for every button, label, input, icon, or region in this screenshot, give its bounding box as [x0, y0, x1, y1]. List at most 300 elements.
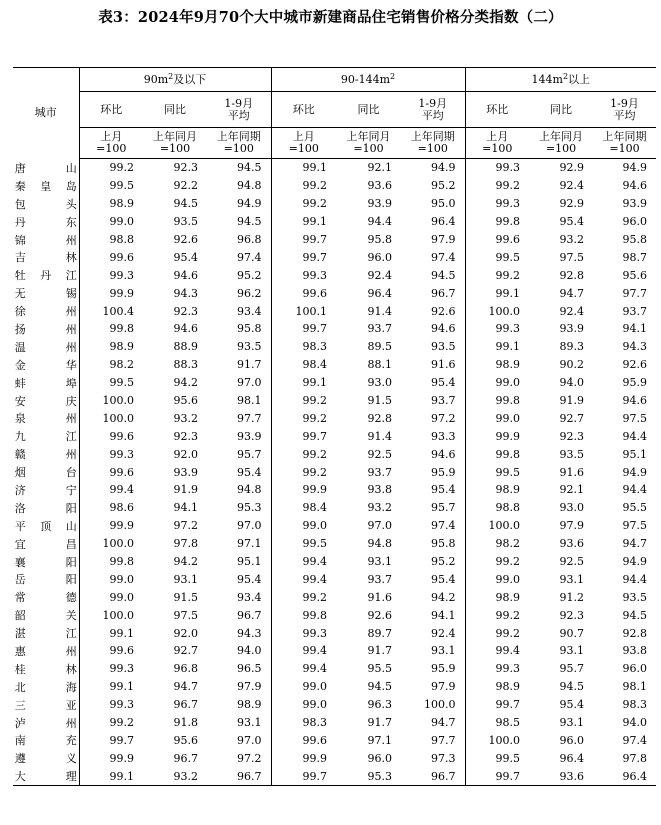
value-cell: 99.3 — [109, 662, 134, 676]
city-name: 无锡 — [14, 287, 77, 301]
value-cell: 99.7 — [495, 698, 521, 712]
value-cell: 99.2 — [302, 197, 328, 211]
value-cell: 95.4 — [401, 374, 465, 392]
city-cell — [13, 696, 79, 714]
value-cell: 95.8 — [367, 233, 393, 246]
value-cell: 93.1 — [559, 716, 585, 730]
table-row — [13, 338, 656, 356]
value-cell: 94.6 — [401, 445, 465, 463]
value-cell: 99.1 — [109, 626, 134, 640]
value-cell: 93.4 — [207, 302, 271, 320]
value-cell: 99.0 — [495, 411, 521, 425]
table-row — [13, 499, 656, 517]
value-cell: 91.7 — [367, 716, 393, 730]
base-line1: 上年同月 — [346, 130, 391, 143]
table-row — [13, 624, 656, 642]
value-cell: 94.2 — [401, 588, 465, 606]
value-cell: 94.9 — [401, 159, 465, 177]
value-cell: 99.8 — [109, 322, 134, 336]
value-cell: 98.5 — [495, 716, 521, 730]
city-cell — [13, 338, 79, 356]
value-cell: 93.1 — [173, 572, 198, 586]
value-cell: 97.4 — [401, 517, 465, 535]
city-name: 丹东 — [14, 215, 77, 229]
table-row — [13, 195, 656, 213]
value-cell: 97.9 — [401, 231, 465, 249]
base-header-mom — [465, 128, 529, 159]
sub-header-ytd-avg — [593, 92, 656, 128]
base-line1: 上月 — [292, 130, 315, 143]
value-cell: 100.0 — [102, 608, 134, 622]
value-cell: 99.6 — [302, 733, 328, 747]
value-cell: 94.6 — [622, 394, 648, 408]
value-cell: 91.2 — [559, 590, 585, 604]
city-name: 扬州 — [14, 322, 77, 336]
value-cell: 97.9 — [207, 678, 271, 696]
value-cell: 96.8 — [207, 231, 271, 249]
value-cell: 96.7 — [173, 698, 198, 712]
value-cell: 92.4 — [367, 268, 393, 282]
value-cell: 92.5 — [367, 447, 393, 461]
value-cell: 94.7 — [622, 537, 648, 551]
value-cell: 100.0 — [102, 411, 134, 425]
value-cell: 95.4 — [401, 481, 465, 499]
value-cell: 93.8 — [622, 644, 648, 658]
value-cell: 98.9 — [495, 358, 521, 372]
value-cell: 99.3 — [109, 268, 134, 282]
city-name: 烟台 — [14, 466, 77, 480]
value-cell: 92.1 — [559, 483, 585, 497]
base-line2: =100 — [96, 142, 127, 155]
value-cell: 99.4 — [109, 483, 134, 497]
city-name: 桂林 — [14, 662, 77, 676]
table-row — [13, 749, 656, 767]
base-line2: =100 — [545, 142, 577, 155]
value-cell: 93.7 — [367, 572, 393, 586]
base-header-row — [13, 128, 656, 159]
value-cell: 91.7 — [367, 644, 393, 658]
value-cell: 97.9 — [559, 519, 585, 533]
value-cell: 92.3 — [173, 304, 198, 318]
value-cell: 93.3 — [401, 427, 465, 445]
value-cell: 99.7 — [302, 233, 328, 246]
value-cell: 99.3 — [495, 662, 521, 676]
table-row — [13, 266, 656, 284]
value-cell: 92.9 — [559, 161, 585, 175]
value-cell: 99.0 — [109, 572, 134, 586]
price-index-table — [13, 67, 656, 786]
sub-header-line2: 平均 — [613, 108, 636, 122]
value-cell: 95.2 — [401, 177, 465, 195]
value-cell: 97.7 — [401, 732, 465, 750]
value-cell: 93.1 — [367, 555, 393, 569]
city-cell — [13, 445, 79, 463]
value-cell: 97.5 — [622, 411, 648, 425]
value-cell: 99.1 — [302, 161, 328, 175]
sub-header-line1: 1-9月 — [610, 96, 639, 110]
value-cell: 91.9 — [173, 483, 198, 497]
value-cell: 96.4 — [593, 767, 656, 785]
value-cell: 92.3 — [559, 608, 585, 622]
city-cell — [13, 392, 79, 410]
city-cell — [13, 588, 79, 606]
value-cell: 98.7 — [622, 250, 648, 264]
city-cell — [13, 606, 79, 624]
table-row — [13, 678, 656, 696]
city-name: 包头 — [14, 197, 77, 211]
sub-header-line1: 同比 — [164, 102, 186, 116]
table-row — [13, 463, 656, 481]
value-cell: 99.2 — [302, 590, 328, 604]
value-cell: 99.0 — [495, 376, 521, 390]
value-cell: 96.4 — [559, 751, 585, 765]
value-cell: 99.9 — [302, 751, 328, 765]
city-cell — [13, 463, 79, 481]
table-row — [13, 660, 656, 678]
value-cell: 92.9 — [559, 197, 585, 211]
city-cell — [13, 213, 79, 231]
table-row — [13, 535, 656, 553]
value-cell: 97.8 — [173, 537, 198, 551]
value-cell: 96.5 — [207, 660, 271, 678]
value-cell: 93.6 — [367, 179, 393, 193]
city-cell — [13, 409, 79, 427]
value-cell: 93.9 — [173, 465, 198, 479]
city-name: 安庆 — [14, 394, 77, 408]
city-name: 三亚 — [14, 698, 77, 712]
table-row — [13, 732, 656, 750]
value-cell: 99.8 — [109, 555, 134, 569]
value-cell: 94.7 — [173, 680, 198, 694]
city-name: 牡丹江 — [14, 269, 77, 283]
value-cell: 94.5 — [207, 213, 271, 231]
value-cell: 94.0 — [622, 716, 648, 730]
value-cell: 95.4 — [207, 463, 271, 481]
value-cell: 94.3 — [207, 624, 271, 642]
value-cell: 99.5 — [495, 250, 521, 264]
sub-header-row — [13, 92, 656, 128]
value-cell: 93.2 — [367, 501, 393, 515]
value-cell: 97.4 — [401, 248, 465, 266]
value-cell: 92.4 — [559, 179, 585, 193]
value-cell: 99.7 — [271, 767, 336, 785]
value-cell: 99.7 — [109, 733, 134, 747]
base-line2: =100 — [223, 142, 254, 155]
value-cell: 95.5 — [367, 662, 393, 676]
value-cell: 95.6 — [173, 733, 198, 747]
value-cell: 99.2 — [495, 626, 521, 640]
table-body — [13, 159, 656, 786]
city-cell — [13, 177, 79, 195]
value-cell: 96.4 — [367, 286, 393, 300]
city-name: 徐州 — [14, 305, 77, 319]
value-cell: 99.4 — [302, 555, 328, 569]
sub-header-line1: 1-9月 — [224, 96, 254, 110]
value-cell: 94.9 — [622, 465, 648, 479]
table-row — [13, 231, 656, 249]
city-cell — [13, 231, 79, 249]
value-cell: 94.2 — [173, 555, 198, 569]
value-cell: 97.4 — [207, 248, 271, 266]
value-cell: 91.6 — [367, 590, 393, 604]
value-cell: 99.4 — [302, 572, 328, 586]
value-cell: 93.9 — [559, 322, 585, 336]
value-cell: 94.7 — [401, 714, 465, 732]
city-name: 温州 — [14, 340, 77, 354]
table-row — [13, 320, 656, 338]
value-cell: 94.8 — [207, 481, 271, 499]
value-cell: 100.4 — [102, 304, 134, 318]
value-cell: 99.6 — [495, 233, 521, 246]
value-cell: 94.6 — [622, 179, 648, 193]
value-cell: 97.0 — [207, 374, 271, 392]
value-cell: 94.4 — [622, 572, 648, 586]
city-name: 岳阳 — [14, 573, 77, 587]
value-cell: 99.2 — [302, 465, 328, 479]
base-line2: =100 — [353, 142, 384, 155]
value-cell: 93.7 — [367, 322, 393, 336]
value-cell: 88.1 — [367, 358, 393, 372]
value-cell: 91.6 — [559, 465, 585, 479]
value-cell: 99.3 — [109, 698, 134, 712]
value-cell: 91.8 — [173, 716, 198, 730]
value-cell: 93.1 — [401, 642, 465, 660]
value-cell: 96.7 — [207, 606, 271, 624]
value-cell: 94.5 — [401, 266, 465, 284]
value-cell: 98.8 — [495, 501, 521, 515]
base-header-mom — [271, 128, 336, 159]
base-line1: 上年同期 — [602, 130, 647, 143]
value-cell: 94.2 — [173, 376, 198, 390]
city-cell — [13, 517, 79, 535]
value-cell: 99.1 — [495, 286, 521, 300]
sub-header-ytd-avg — [207, 92, 271, 128]
city-name: 南充 — [14, 734, 77, 748]
value-cell: 90.2 — [559, 358, 585, 372]
value-cell: 97.0 — [367, 519, 393, 533]
value-cell: 94.6 — [173, 322, 198, 336]
value-cell: 92.6 — [622, 358, 648, 372]
value-cell: 90.7 — [559, 626, 585, 640]
group-header-medium: $90-144m^2$ — [271, 68, 465, 92]
value-cell: 98.9 — [495, 590, 521, 604]
table-row — [13, 588, 656, 606]
value-cell: 99.6 — [109, 429, 134, 443]
sub-header-mom — [79, 92, 143, 128]
value-cell: 99.3 — [302, 626, 328, 640]
value-cell: 93.5 — [207, 338, 271, 356]
value-cell: 91.4 — [367, 304, 393, 318]
value-cell: 98.6 — [109, 501, 134, 515]
city-name: 九江 — [14, 430, 77, 444]
value-cell: 94.7 — [559, 286, 585, 300]
value-cell: 97.8 — [622, 751, 648, 765]
value-cell: 97.5 — [622, 519, 648, 533]
base-line2: =100 — [417, 142, 448, 155]
value-cell: 93.4 — [207, 588, 271, 606]
value-cell: 93.0 — [367, 376, 393, 390]
value-cell: 99.6 — [109, 465, 134, 479]
value-cell: 100.0 — [401, 696, 465, 714]
value-cell: 98.1 — [207, 392, 271, 410]
city-name: 湛江 — [14, 627, 77, 641]
value-cell: 91.5 — [367, 394, 393, 408]
table-row — [13, 445, 656, 463]
sub-header-mom — [465, 92, 529, 128]
value-cell: 95.2 — [207, 266, 271, 284]
table-row — [13, 392, 656, 410]
value-cell: 99.3 — [495, 161, 521, 175]
value-cell: 99.7 — [302, 322, 328, 336]
value-cell: 94.6 — [173, 268, 198, 282]
city-cell — [13, 195, 79, 213]
value-cell: 99.6 — [109, 644, 134, 658]
value-cell: 92.2 — [173, 179, 198, 193]
value-cell: 96.0 — [559, 733, 585, 747]
value-cell: 99.0 — [302, 698, 328, 712]
value-cell: 96.7 — [173, 751, 198, 765]
value-cell: 99.8 — [302, 608, 328, 622]
city-name: 大理 — [14, 770, 77, 784]
value-cell: 99.3 — [495, 197, 521, 211]
value-cell: 99.5 — [302, 537, 328, 551]
value-cell: 96.7 — [401, 284, 465, 302]
table-row — [13, 696, 656, 714]
value-cell: 100.1 — [295, 304, 328, 318]
value-cell: 94.6 — [401, 320, 465, 338]
value-cell: 92.3 — [559, 429, 585, 443]
value-cell: 92.8 — [559, 268, 585, 282]
value-cell: 88.9 — [173, 340, 198, 354]
value-cell: 99.5 — [109, 179, 134, 193]
value-cell: 95.9 — [401, 463, 465, 481]
city-name: 遵义 — [14, 752, 77, 766]
value-cell: 99.7 — [302, 250, 328, 264]
value-cell: 93.2 — [559, 233, 585, 246]
value-cell: 99.0 — [109, 215, 134, 229]
value-cell: 94.1 — [622, 322, 648, 336]
value-cell: 99.1 — [495, 340, 521, 354]
value-cell: 93.5 — [622, 590, 648, 604]
city-name: 蚌埠 — [14, 376, 77, 390]
value-cell: 97.2 — [173, 519, 198, 533]
value-cell: 91.6 — [401, 356, 465, 374]
value-cell: 99.0 — [302, 519, 328, 533]
base-header-ytd-avg — [401, 128, 465, 159]
base-line2: =100 — [288, 142, 319, 155]
value-cell: 99.2 — [495, 268, 521, 282]
value-cell: 94.8 — [367, 537, 393, 551]
base-header-ytd-avg — [207, 128, 271, 159]
city-cell — [13, 427, 79, 445]
city-name: 唐山 — [14, 161, 77, 175]
value-cell: 92.0 — [173, 447, 198, 461]
value-cell: 94.9 — [207, 195, 271, 213]
value-cell: 93.9 — [367, 197, 393, 211]
value-cell: 97.5 — [173, 608, 198, 622]
value-cell: 98.4 — [302, 501, 328, 515]
value-cell: 99.1 — [79, 767, 143, 785]
city-cell — [13, 678, 79, 696]
city-cell — [13, 499, 79, 517]
value-cell: 93.5 — [401, 338, 465, 356]
value-cell: 94.8 — [207, 177, 271, 195]
value-cell: 96.7 — [207, 767, 271, 785]
city-cell — [13, 714, 79, 732]
value-cell: 99.9 — [109, 751, 134, 765]
value-cell: 96.0 — [367, 250, 393, 264]
value-cell: 96.0 — [622, 215, 648, 229]
base-line2: =100 — [609, 142, 640, 155]
value-cell: 93.5 — [173, 215, 198, 229]
value-cell: 92.6 — [401, 302, 465, 320]
value-cell: 93.5 — [559, 447, 585, 461]
base-header-mom — [79, 128, 143, 159]
value-cell: 95.7 — [401, 499, 465, 517]
table-row — [13, 284, 656, 302]
value-cell: 92.3 — [173, 429, 198, 443]
value-cell: 96.0 — [367, 751, 393, 765]
value-cell: 96.7 — [401, 767, 465, 785]
table-row — [13, 606, 656, 624]
city-cell — [13, 535, 79, 553]
value-cell: 93.9 — [207, 427, 271, 445]
city-cell — [13, 642, 79, 660]
value-cell: 99.5 — [495, 751, 521, 765]
sub-header-line1: 环比 — [486, 102, 509, 116]
base-line2: =100 — [159, 142, 191, 155]
value-cell: 94.5 — [367, 680, 393, 694]
value-cell: 95.8 — [401, 535, 465, 553]
value-cell: 98.9 — [109, 340, 134, 354]
value-cell: 92.8 — [367, 411, 393, 425]
value-cell: 99.5 — [109, 376, 134, 390]
value-cell: 94.5 — [207, 159, 271, 177]
city-cell — [13, 320, 79, 338]
value-cell: 95.6 — [173, 394, 198, 408]
value-cell: 94.4 — [622, 429, 648, 443]
table-row — [13, 213, 656, 231]
city-name: 韶关 — [14, 609, 77, 623]
table-row — [13, 553, 656, 571]
value-cell: 92.4 — [401, 624, 465, 642]
value-cell: 95.4 — [173, 250, 198, 264]
value-cell: 95.4 — [401, 570, 465, 588]
value-cell: 98.3 — [302, 716, 328, 730]
value-cell: 97.3 — [401, 749, 465, 767]
table-row — [13, 481, 656, 499]
sub-header-line2: 平均 — [227, 108, 250, 122]
city-cell — [13, 248, 79, 266]
value-cell: 99.3 — [302, 268, 328, 282]
value-cell: 99.1 — [109, 680, 134, 694]
value-cell: 92.4 — [559, 304, 585, 318]
value-cell: 94.0 — [559, 376, 585, 390]
city-name: 北海 — [14, 680, 77, 694]
value-cell: 98.9 — [207, 696, 271, 714]
value-cell: 91.4 — [367, 429, 393, 443]
value-cell: 97.7 — [207, 409, 271, 427]
group-header-large: $144m^2$以上 — [465, 68, 656, 92]
value-cell: 92.6 — [173, 233, 198, 246]
value-cell: 99.5 — [495, 465, 521, 479]
value-cell: 95.7 — [207, 445, 271, 463]
value-cell: 93.6 — [559, 537, 585, 551]
value-cell: 93.1 — [559, 644, 585, 658]
value-cell: 94.0 — [207, 642, 271, 660]
sub-header-yoy — [529, 92, 593, 128]
base-line1: 上月 — [100, 130, 123, 143]
